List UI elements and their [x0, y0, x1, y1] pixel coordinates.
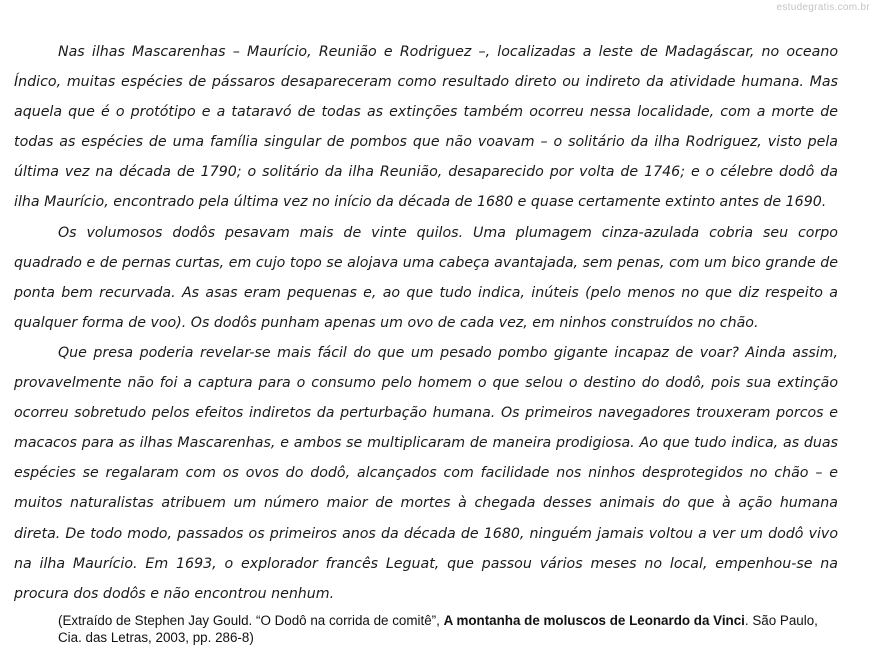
- paragraph-1: Nas ilhas Mascarenhas – Maurício, Reunião e Rodriguez –, localizadas a leste de Madagáscar, no oceano Índico, muitas espécies de pássaros desapareceram como resultado direto ou indireto da atividade humana. Mas aquela que é o protótipo e a tataravó de todas as extinções também ocorreu nessa localidade, com a morte de todas as espécies de uma família singular de pombos que não voavam – o solitário da ilha Rodriguez, visto pela última vez na década de 1790; o solitário da ilha Reunião, desaparecido por volta de 1746; e o célebre dodô da ilha Maurício, encontrado pela última vez no início da década de 1680 e quase certamente extinto antes de 1690.: [14, 44, 838, 211]
- paragraph-3: Que presa poderia revelar-se mais fácil do que um pesado pombo gigante incapaz de voar? Ainda assim, provavelmente não foi a captura para o consumo pelo homem o que selou o destino do dodô, pois sua extinção ocorreu sobretudo pelos efeitos indiretos da perturbação humana. Os primeiros navegadores trouxeram porcos e macacos para as ilhas Mascarenhas, e ambos se multiplicaram de maneira prodigiosa. Ao que tudo indica, as duas espécies se regalaram com os ovos do dodô, alcançados com facilidade nos ninhos desprotegidos no chão – e muitos naturalistas atribuem um número maior de mortes à chegada desses animais do que à ação humana direta. De todo modo, passados os primeiros anos da década de 1680, ninguém jamais voltou a ver um dodô vivo na ilha Maurício. Em 1693, o explorador francês Leguat, que passou vários meses no local, empenhou-se na procura dos dodôs e não encontrou nenhum.: [14, 344, 838, 602]
- citation-book-title: A montanha de moluscos de Leonardo da Vinci: [443, 613, 745, 628]
- main-text: [14, 37, 838, 609]
- paragraph-2: Os volumosos dodôs pesavam mais de vinte quilos. Uma plumagem cinza-azulada cobria seu corpo quadrado e de pernas curtas, em cujo topo se alojava uma cabeça avantajada, sem penas, com um bico grande de ponta bem recurvada. As asas eram pequenas e, ao que tudo indica, inúteis (pelo menos no que diz respeito a qualquer forma de voo). Os dodôs punham apenas um ovo de cada vez, em ninhos construídos no chão.: [14, 224, 838, 331]
- citation-suffix: . São Paulo, Cia. das Letras, 2003, pp. 286-8): [58, 613, 818, 645]
- source-citation: [58, 612, 838, 646]
- citation-prefix: (Extraído de Stephen Jay Gould. “O Dodô na corrida de comitê”,: [58, 613, 444, 628]
- site-watermark: estudegratis.com.br: [776, 2, 870, 13]
